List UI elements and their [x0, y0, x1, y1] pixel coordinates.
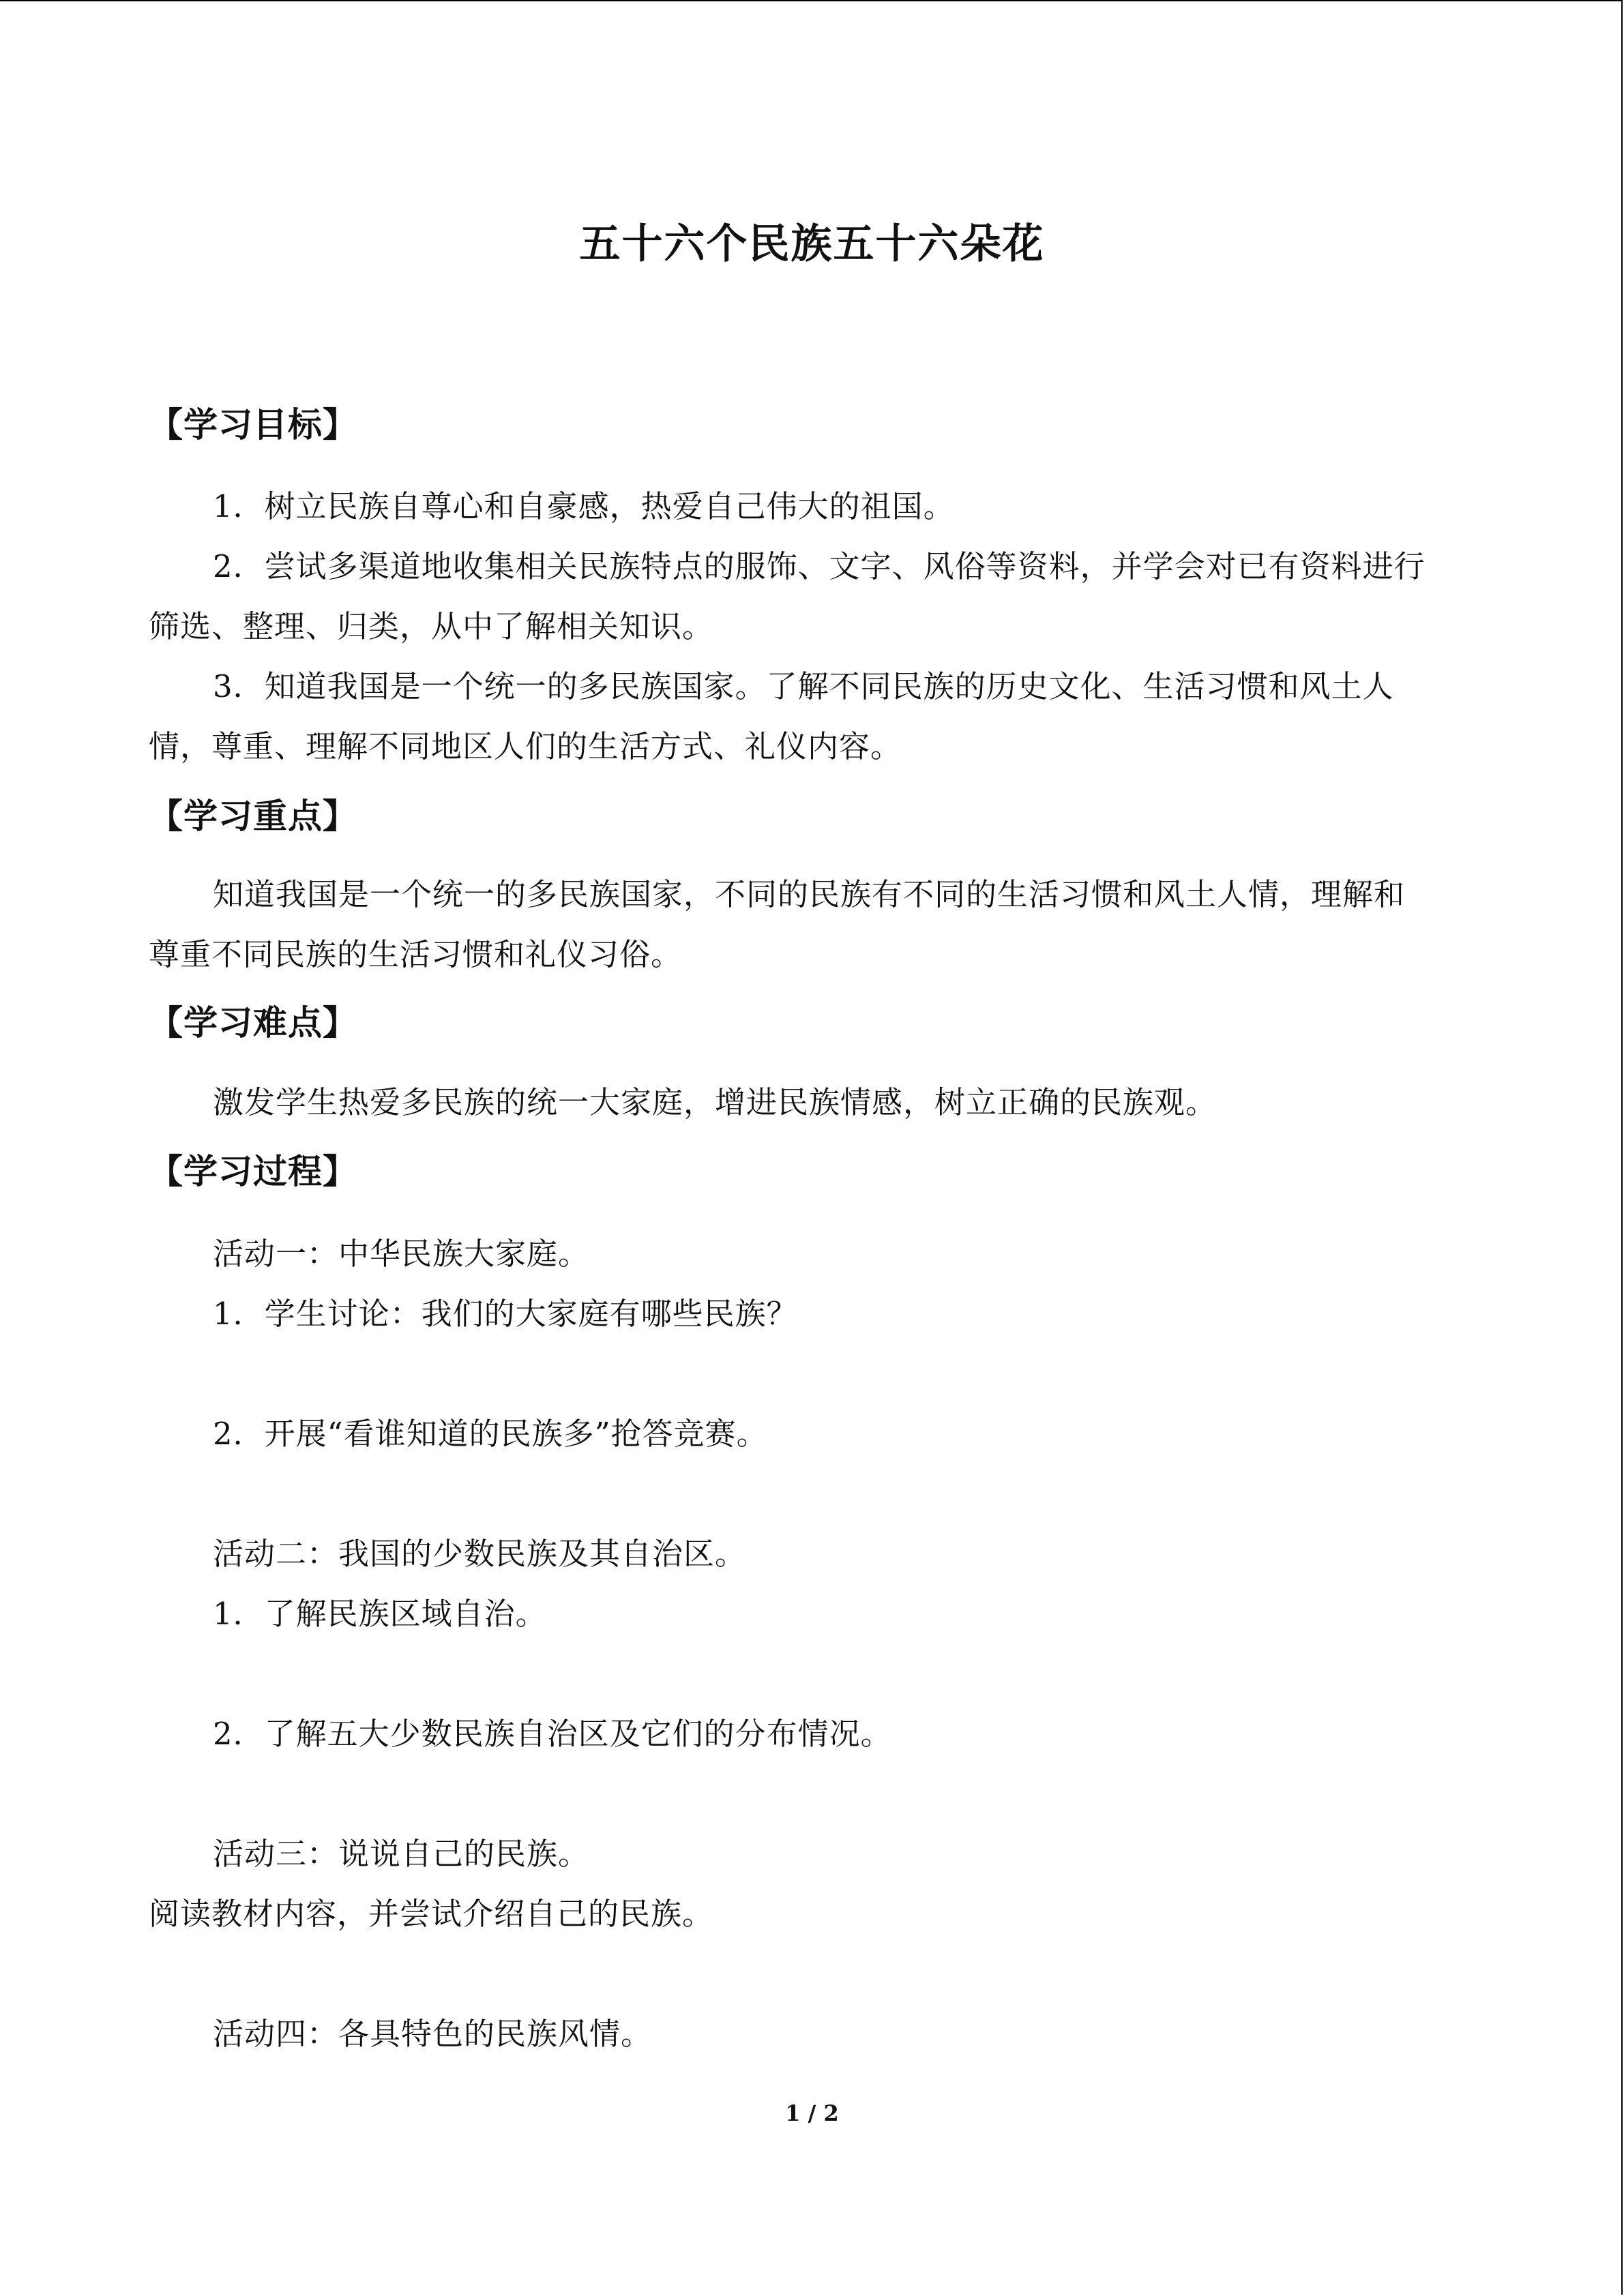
- activity-item: 1．学生讨论：我们的大家庭有哪些民族？: [213, 1296, 798, 1332]
- activity-item: 2．了解五大少数民族自治区及它们的分布情况。: [213, 1716, 892, 1752]
- section-heading-objectives: 【学习目标】: [149, 405, 357, 445]
- objective-line: 情，尊重、理解不同地区人们的生活方式、礼仪内容。: [149, 728, 902, 764]
- keypoint-line: 知道我国是一个统一的多民族国家，不同的民族有不同的生活习惯和风土人情，理解和: [213, 876, 1406, 912]
- document-title: 五十六个民族五十六朵花: [579, 220, 1045, 268]
- keypoint-line: 尊重不同民族的生活习惯和礼仪习俗。: [149, 936, 683, 972]
- activity-title: 活动三：说说自己的民族。: [213, 1836, 590, 1872]
- activity-title: 活动二：我国的少数民族及其自治区。: [213, 1536, 747, 1572]
- objective-line: 1．树立民族自尊心和自豪感，热爱自己伟大的祖国。: [213, 488, 955, 524]
- objective-line: 2．尝试多渠道地收集相关民族特点的服饰、文字、风俗等资料，并学会对已有资料进行: [213, 548, 1426, 584]
- difficulty-line: 激发学生热爱多民族的统一大家庭，增进民族情感，树立正确的民族观。: [213, 1084, 1217, 1120]
- activity-item: 阅读教材内容，并尝试介绍自己的民族。: [149, 1896, 714, 1932]
- section-heading-difficulties: 【学习难点】: [149, 1003, 357, 1043]
- activity-title: 活动四：各具特色的民族风情。: [213, 2016, 653, 2052]
- objective-line: 3．知道我国是一个统一的多民族国家。了解不同民族的历史文化、生活习惯和风土人: [213, 668, 1394, 704]
- section-heading-keypoints: 【学习重点】: [149, 796, 357, 836]
- activity-item: 1．了解民族区域自治。: [213, 1596, 547, 1632]
- activity-title: 活动一：中华民族大家庭。: [213, 1236, 590, 1272]
- objective-line: 筛选、整理、归类，从中了解相关知识。: [149, 608, 714, 644]
- section-heading-process: 【学习过程】: [149, 1152, 357, 1191]
- activity-item: 2．开展“看谁知道的民族多”抢答竞赛。: [213, 1416, 768, 1452]
- page-number: 1 / 2: [785, 2100, 839, 2126]
